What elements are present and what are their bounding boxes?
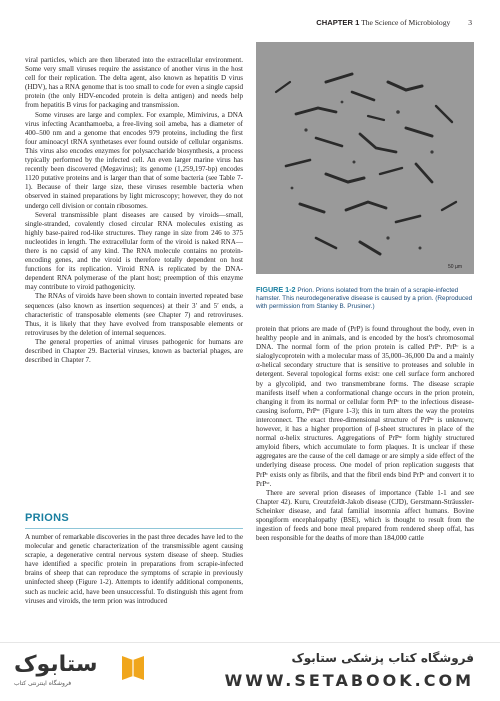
heading-rule [25,528,243,529]
book-icon [120,652,146,684]
left-column [25,56,243,365]
page-number: 3 [468,18,472,27]
paragraph: Several transmissible plant diseases are caused by viroids—small, single-stranded, covalently closed circular RNA molecules existing as highly base-paired rod-like structures. They range in size from 246 to 375 nucleotides in length. The extracellular form of the viroid is naked RNA—there is no capsid of any kind. The RNA molecule contains no protein-encoding genes, and the viroid is therefore totally dependent on host functions for its replication. Viroid RNA is replicated by the DNA-dependent RNA polymerase of the plant host; preemption of this enzyme may contribute to viroid pathogenicity. [25,210,243,292]
paragraph: A number of remarkable discoveries in the past three decades have led to the molecular and genetic characterization of the transmissible agent causing scrapie, a degenerative central nervous system disease of sheep. Studies have identified a specific protein in preparations from scrapie-infected brains of sheep that can reproduce the symptoms of scrapie in previously uninfected sheep (Figure 1-2). Attempts to identify additional components, such as nucleic acid, have been unsuccessful. To distinguish this agent from viruses and viroids, the term prion was introduced [25,533,243,605]
micrograph-image [256,42,474,274]
paragraph: Some viruses are large and complex. For example, Mimivirus, a DNA virus infecting Acanthamoeba, a free-living soil ameba, has a diameter of 400–500 nm and a genome that encodes 979 proteins, including the first four aminoacyl tRNA synthetases ever found outside of cellular organisms. This virus also encodes enzymes for polysaccharide biosynthesis, a process typically performed by the infected cell. An even larger marine virus has recently been discovered (Megavirus); its genome (1,259,197-bp) encodes 1120 putative proteins and is larger than that of some bacteria (see Table 7-1). Because of their large size, these viruses resemble bacteria when observed in stained preparations by light microscopy; however, they do not undergo cell division or contain ribosomes. [25,110,243,210]
running-header [262,18,472,27]
chapter-label: CHAPTER 1 [316,18,360,27]
paragraph: There are several prion diseases of importance (Table 1-1 and see Chapter 42). Kuru, Creutzfeldt-Jakob disease (CJD), Gerstmann-Sträussler-Scheinker disease, and fatal familial insomnia affect humans. Bovine spongiform encephalopathy (BSE), which is thought to result from the ingestion of feeds and bone meal prepared from rendered sheep offal, has been responsible for the deaths of more than 184,000 cattle [256,488,474,543]
logo-subtitle: فروشگاه اینترنتی کتاب [14,680,72,687]
paragraph: viral particles, which are then liberated into the extracellular environment. Some very small viruses require the assistance of another virus in the host cell for their replication. The delta agent, also known as hepatitis D virus (HDV), has a RNA genome that is too small to code for even a single capsid protein (the only HDV-encoded protein is delta antigen) and needs help from hepatitis B virus for packaging and transmission. [25,56,243,110]
setabook-logo[interactable] [14,650,134,692]
right-column [256,325,474,543]
scale-bar-label: 50 µm [448,264,462,270]
shop-name: فروشگاه کتاب پزشکی ستابوک [291,651,474,665]
paragraph: protein that prions are made of (PrP) is found throughout the body, even in healthy people and in animals, and is encoded by the host's chromosomal DNA. The normal form of the prion protein is called PrPᶜ. PrPᶜ is a sialoglycoprotein with a molecular mass of 35,000–36,000 Da and a mainly α-helical secondary structure that is sensitive to proteases and soluble in detergent. Several topological forms exist: one cell surface form anchored by a glycolipid, and two transmembrane forms. The disease scrapie manifests itself when a conformational change occurs in the prion protein, changing it from its normal or cellular form PrPᶜ to the infectious disease-causing isoform, PrPˢᶜ (Figure 1-3); this in turn alters the way the proteins interconnect. The exact three-dimensional structure of PrPˢᶜ is unknown; however, it has a higher proportion of β-sheet structures in place of the normal α-helix structures. Aggregations of PrPˢᶜ form highly structured amyloid fibers, which accumulate to form plaques. It is unclear if these aggregates are the cause of the cell damage or are simply a side effect of the underlying disease process. One model of prion replication suggests that PrPᶜ exists only as fibrils, and that the fibril ends bind PrPᶜ and convert it to PrPˢᶜ. [256,325,474,488]
caption-text: Prion. Prions isolated from the brain of a scrapie-infected hamster. This neurodegenerative disease is caused by a prion. (Reproduced with permission from Stanley B. Prusiner.) [256,287,473,311]
paragraph: The general properties of animal viruses pathogenic for humans are described in Chapter 29. Bacterial viruses, known as bacterial phages, are described in Chapter 7. [25,337,243,365]
chapter-title: The Science of Microbiology [361,18,451,27]
figure-label: FIGURE 1-2 [256,285,296,294]
prions-section [25,533,243,606]
figure-caption [256,286,474,312]
prion-micrograph [256,42,474,274]
paragraph: The RNAs of viroids have been shown to contain inverted repeated base sequences (also known as insertion sequences) at their 3′ and 5′ ends, a characteristic of transposable elements (see Chapter 7) and retroviruses. Thus, it is likely that they have evolved from transposable elements or retroviruses by the deletion of internal sequences. [25,292,243,337]
shop-url-link[interactable]: WWW.SETABOOK.COM [224,671,474,690]
logo-wordmark: ستابوک [14,652,98,677]
section-heading: PRIONS [25,512,69,524]
